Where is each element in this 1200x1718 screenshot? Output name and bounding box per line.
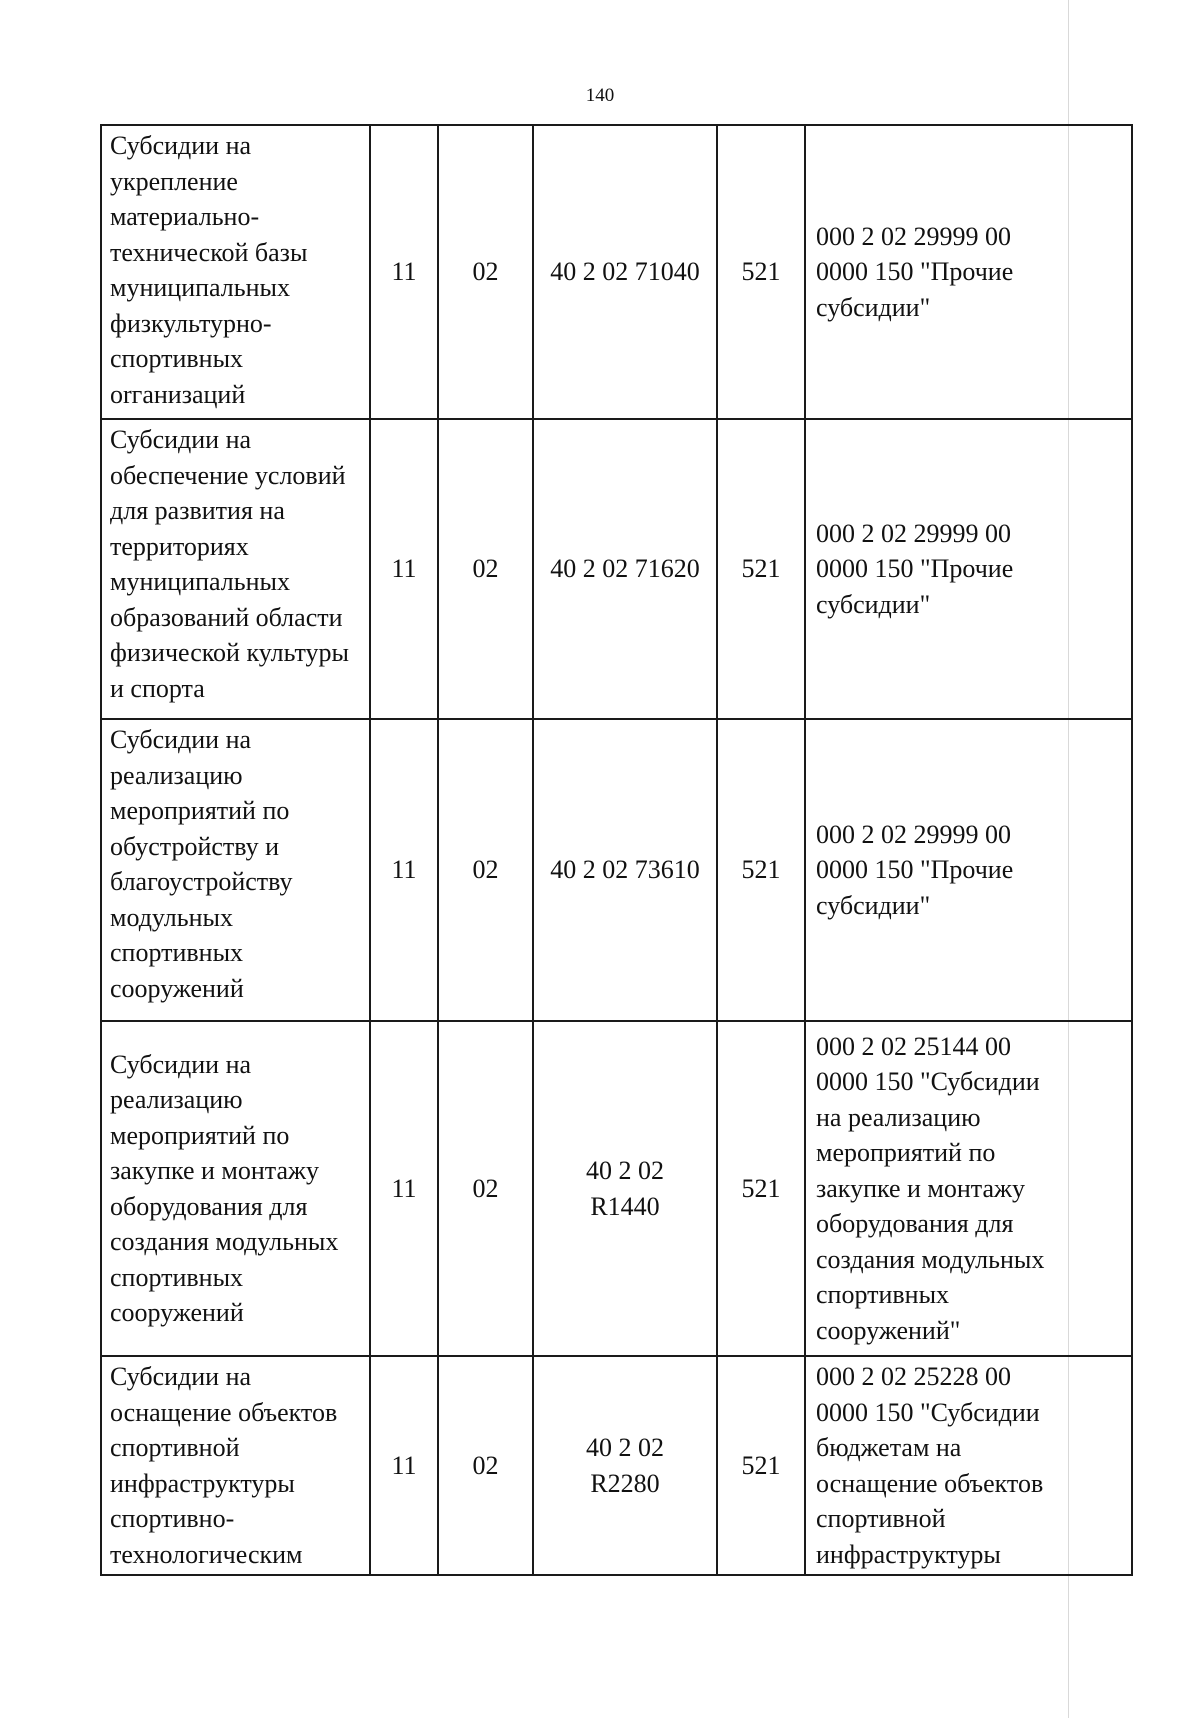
description-text: Субсидии на оснащение объектов спортивной инфраструктуры спортивно- технологическим bbox=[110, 1362, 338, 1569]
expense-type-cell: 521 bbox=[717, 1356, 805, 1575]
description-cell bbox=[101, 125, 370, 419]
expense-type-cell: 521 bbox=[717, 125, 805, 419]
target-article-text: 40 2 02 73610 bbox=[550, 855, 700, 885]
description-text: Субсидии на обеспечение условий для развития на территориях муниципальных образований области физической культуры и спорта bbox=[110, 425, 349, 703]
table-row bbox=[101, 1356, 1132, 1575]
budget-classification-table bbox=[100, 124, 1133, 1576]
revenue-code-text: 000 2 02 29999 00 0000 150 "Прочие субсидии" bbox=[816, 221, 1014, 322]
target-article-text: 40 2 02 R1440 bbox=[586, 1156, 664, 1221]
expense-type-cell: 521 bbox=[717, 1021, 805, 1356]
table-row bbox=[101, 1021, 1132, 1356]
section-cell: 11 bbox=[370, 419, 438, 719]
description-text: Субсидии на реализацию мероприятий по закупке и монтажу оборудования для создания модульных спортивных сооружений bbox=[110, 1049, 339, 1327]
target-article-cell bbox=[533, 1356, 717, 1575]
revenue-code-cell bbox=[805, 1356, 1132, 1575]
revenue-code-cell bbox=[805, 419, 1132, 719]
revenue-code-cell bbox=[805, 1021, 1132, 1356]
expense-type-cell: 521 bbox=[717, 419, 805, 719]
expense-type-cell: 521 bbox=[717, 719, 805, 1021]
target-article-text: 40 2 02 R2280 bbox=[586, 1433, 664, 1498]
description-cell bbox=[101, 1021, 370, 1356]
table-row bbox=[101, 719, 1132, 1021]
subsection-cell: 02 bbox=[438, 125, 533, 419]
subsection-cell: 02 bbox=[438, 419, 533, 719]
table-row bbox=[101, 419, 1132, 719]
target-article-text: 40 2 02 71620 bbox=[550, 554, 700, 584]
description-cell bbox=[101, 419, 370, 719]
revenue-code-cell bbox=[805, 719, 1132, 1021]
section-cell: 11 bbox=[370, 1356, 438, 1575]
subsection-cell: 02 bbox=[438, 719, 533, 1021]
target-article-cell bbox=[533, 1021, 717, 1356]
section-cell: 11 bbox=[370, 1021, 438, 1356]
target-article-text: 40 2 02 71040 bbox=[550, 257, 700, 287]
revenue-code-text: 000 2 02 29999 00 0000 150 "Прочие субсидии" bbox=[816, 518, 1014, 619]
target-article-cell bbox=[533, 125, 717, 419]
description-text: Субсидии на укрепление материально- технической базы муниципальных физкультурно- спортивных orганизаций bbox=[110, 131, 308, 409]
target-article-cell bbox=[533, 719, 717, 1021]
revenue-code-text: 000 2 02 25228 00 0000 150 "Субсидии бюджетам на оснащение объектов спортивной инфраструктуры bbox=[816, 1362, 1044, 1569]
section-cell: 11 bbox=[370, 719, 438, 1021]
description-cell bbox=[101, 1356, 370, 1575]
subsection-cell: 02 bbox=[438, 1021, 533, 1356]
subsection-cell: 02 bbox=[438, 1356, 533, 1575]
table-row bbox=[101, 125, 1132, 419]
section-cell: 11 bbox=[370, 125, 438, 419]
description-text: Субсидии на реализацию мероприятий по обустройству и благоустройству модульных спортивных сооружений bbox=[110, 725, 293, 1003]
description-cell bbox=[101, 719, 370, 1021]
target-article-cell bbox=[533, 419, 717, 719]
revenue-code-text: 000 2 02 29999 00 0000 150 "Прочие субсидии" bbox=[816, 819, 1014, 920]
page-number: 140 bbox=[585, 85, 615, 106]
revenue-code-cell bbox=[805, 125, 1132, 419]
revenue-code-text: 000 2 02 25144 00 0000 150 "Субсидии на реализацию мероприятий по закупке и монтажу оборудования для создания модульных спортивных сооружений" bbox=[816, 1031, 1045, 1345]
